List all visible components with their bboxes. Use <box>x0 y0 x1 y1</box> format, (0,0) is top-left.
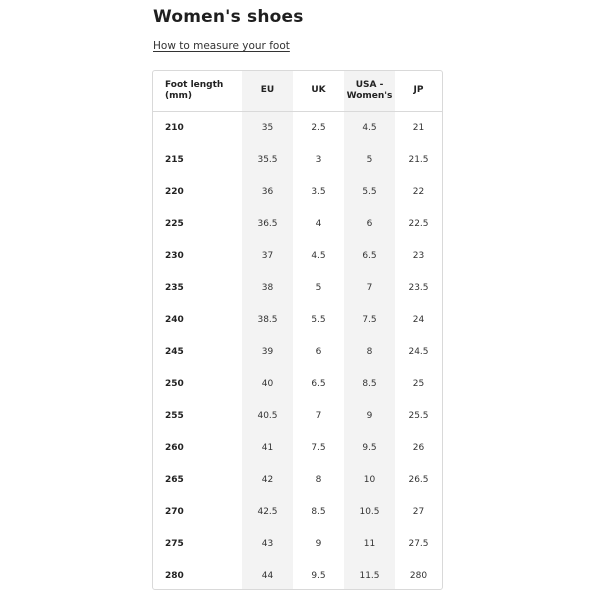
cell-jp: 27 <box>412 507 425 517</box>
cell-usa-womens: 6.5 <box>344 240 395 272</box>
header-row <box>153 71 442 112</box>
cell-foot-length: 280 <box>165 571 184 581</box>
cell-foot-length: 255 <box>165 411 184 421</box>
cell-eu: 43 <box>242 528 293 560</box>
cell-jp: 26 <box>412 443 425 453</box>
cell-foot-length: 250 <box>165 379 184 389</box>
cell-usa-womens: 7.5 <box>344 304 395 336</box>
size-row <box>153 144 442 176</box>
cell-foot-length: 230 <box>165 251 184 261</box>
cell-eu: 38.5 <box>242 304 293 336</box>
cell-eu: 44 <box>242 560 293 590</box>
cell-usa-womens: 9 <box>344 400 395 432</box>
cell-foot-length: 220 <box>165 187 184 197</box>
cell-uk: 9.5 <box>311 571 326 581</box>
cell-usa-womens: 4.5 <box>344 112 395 145</box>
cell-foot-length: 240 <box>165 315 184 325</box>
cell-usa-womens: 10.5 <box>344 496 395 528</box>
cell-jp: 23 <box>412 251 425 261</box>
cell-jp: 21.5 <box>408 155 429 165</box>
size-row <box>153 400 442 432</box>
cell-uk: 6 <box>315 347 322 357</box>
size-row <box>153 560 442 590</box>
cell-jp: 22.5 <box>408 219 429 229</box>
cell-foot-length: 260 <box>165 443 184 453</box>
header-foot-length <box>153 71 242 112</box>
size-row <box>153 336 442 368</box>
header-foot-length-line2: (mm) <box>165 91 192 101</box>
cell-uk: 3.5 <box>311 187 326 197</box>
size-row <box>153 464 442 496</box>
header-uk: UK <box>293 71 344 112</box>
cell-eu: 36 <box>242 176 293 208</box>
cell-eu: 40.5 <box>242 400 293 432</box>
header-eu: EU <box>242 71 293 112</box>
size-chart-card <box>152 70 443 590</box>
cell-eu: 35 <box>242 112 293 145</box>
size-chart-table <box>153 71 442 590</box>
cell-uk: 3 <box>315 155 322 165</box>
cell-usa-womens: 5.5 <box>344 176 395 208</box>
size-row <box>153 240 442 272</box>
cell-eu: 41 <box>242 432 293 464</box>
size-row <box>153 368 442 400</box>
size-row <box>153 432 442 464</box>
cell-foot-length: 265 <box>165 475 184 485</box>
cell-uk: 6.5 <box>311 379 326 389</box>
cell-eu: 36.5 <box>242 208 293 240</box>
cell-jp: 21 <box>412 123 425 133</box>
cell-jp: 22 <box>412 187 425 197</box>
cell-jp: 23.5 <box>408 283 429 293</box>
cell-uk: 7.5 <box>311 443 326 453</box>
cell-eu: 39 <box>242 336 293 368</box>
cell-uk: 8 <box>315 475 322 485</box>
cell-foot-length: 225 <box>165 219 184 229</box>
cell-eu: 42 <box>242 464 293 496</box>
cell-jp: 25 <box>412 379 425 389</box>
cell-foot-length: 245 <box>165 347 184 357</box>
cell-usa-womens: 6 <box>344 208 395 240</box>
cell-jp: 27.5 <box>408 539 429 549</box>
cell-jp: 280 <box>409 571 428 581</box>
cell-jp: 24 <box>412 315 425 325</box>
cell-eu: 37 <box>242 240 293 272</box>
cell-usa-womens: 9.5 <box>344 432 395 464</box>
cell-foot-length: 235 <box>165 283 184 293</box>
size-row <box>153 528 442 560</box>
size-chart-header <box>153 71 442 112</box>
cell-uk: 5.5 <box>311 315 326 325</box>
header-usa-line1: USA - <box>355 79 384 90</box>
size-row <box>153 496 442 528</box>
cell-eu: 40 <box>242 368 293 400</box>
cell-uk: 5 <box>315 283 322 293</box>
header-jp: JP <box>395 71 442 112</box>
size-chart-body <box>153 112 442 591</box>
page-title: Women's shoes <box>153 7 304 27</box>
cell-uk: 9 <box>315 539 322 549</box>
cell-usa-womens: 8.5 <box>344 368 395 400</box>
how-to-measure-link[interactable]: How to measure your foot <box>153 40 290 52</box>
cell-uk: 4 <box>315 219 322 229</box>
cell-usa-womens: 11.5 <box>344 560 395 590</box>
cell-usa-womens: 11 <box>344 528 395 560</box>
size-row <box>153 304 442 336</box>
header-usa-line2: Women's <box>346 91 393 101</box>
header-usa-womens <box>344 71 395 112</box>
cell-eu: 38 <box>242 272 293 304</box>
cell-jp: 26.5 <box>408 475 429 485</box>
cell-usa-womens: 7 <box>344 272 395 304</box>
cell-eu: 42.5 <box>242 496 293 528</box>
cell-jp: 25.5 <box>408 411 429 421</box>
cell-usa-womens: 8 <box>344 336 395 368</box>
cell-usa-womens: 10 <box>344 464 395 496</box>
cell-usa-womens: 5 <box>344 144 395 176</box>
cell-foot-length: 210 <box>165 123 184 133</box>
cell-uk: 4.5 <box>311 251 326 261</box>
size-row <box>153 272 442 304</box>
size-row <box>153 208 442 240</box>
cell-uk: 8.5 <box>311 507 326 517</box>
cell-uk: 7 <box>315 411 322 421</box>
cell-foot-length: 275 <box>165 539 184 549</box>
cell-foot-length: 215 <box>165 155 184 165</box>
cell-uk: 2.5 <box>311 123 326 133</box>
cell-jp: 24.5 <box>408 347 429 357</box>
cell-eu: 35.5 <box>242 144 293 176</box>
size-row <box>153 176 442 208</box>
cell-foot-length: 270 <box>165 507 184 517</box>
size-row <box>153 112 442 145</box>
header-foot-length-line1: Foot length <box>165 79 224 90</box>
